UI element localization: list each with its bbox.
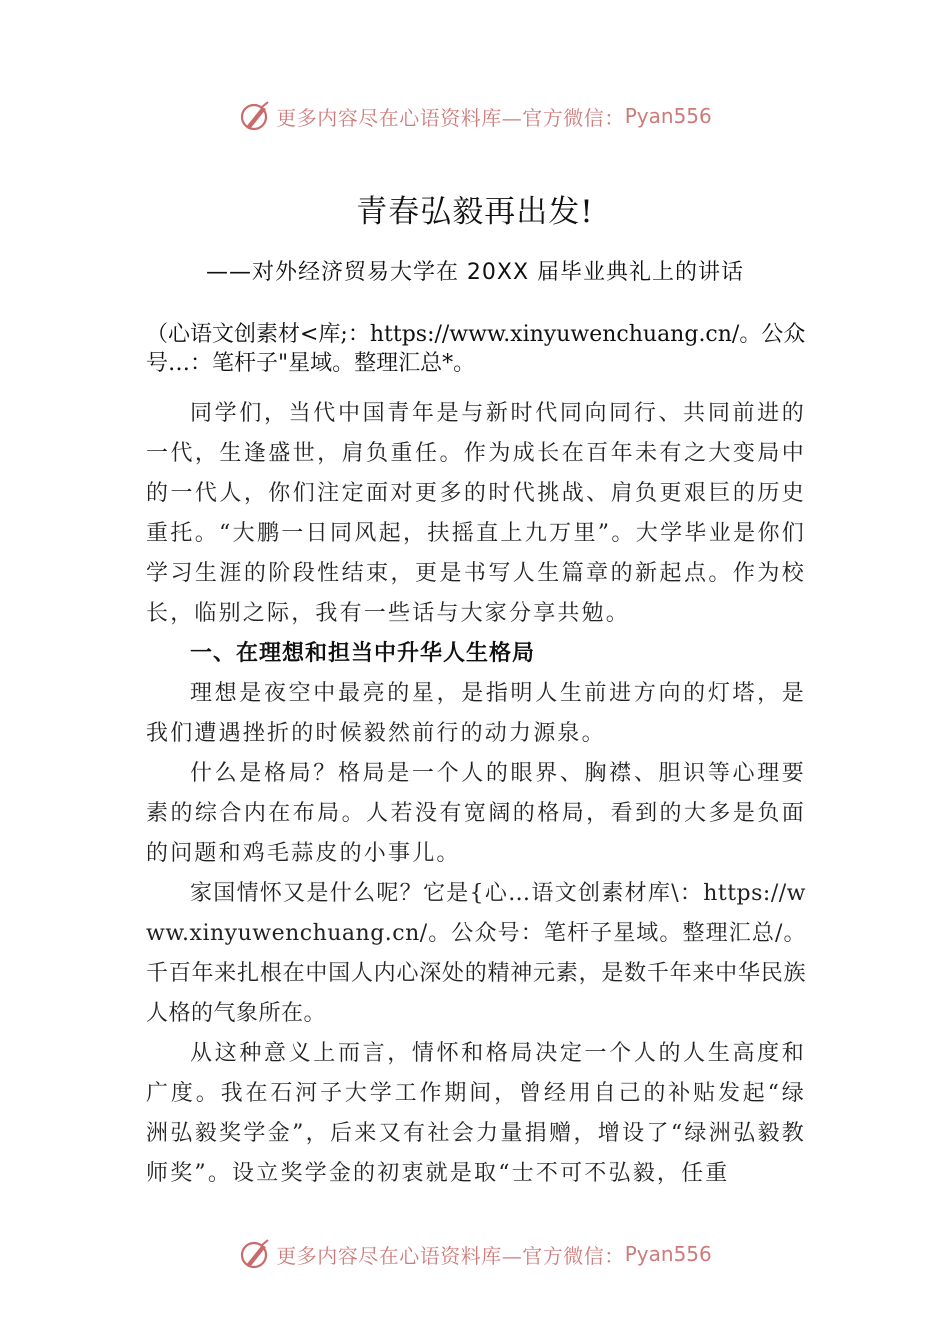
watermark-text: 更多内容尽在心语资料库—官方微信： xyxy=(276,1243,625,1268)
quill-logo-icon xyxy=(238,1237,272,1271)
document-title: 青春弘毅再出发! xyxy=(356,194,594,230)
bottom-watermark xyxy=(0,1234,950,1274)
document-subtitle: ——对外经济贸易大学在 20XX 届毕业典礼上的讲话 xyxy=(205,260,745,285)
intro-paragraph: 同学们，当代中国青年是与新时代同向同行、共同前进的一代，生逢盛世，肩负重任。作为成长在百年未有之大变局中的一代人，你们注定面对更多的时代挑战、肩负更艰巨的历史重托。“大鹏一日同风起，扶摇直上九万里”。大学毕业是你们学习生涯的阶段性结束，更是书写人生篇章的新起点。作为校长，临别之际，我有一些话与大家分享共勉。 xyxy=(146,401,806,626)
watermark-text: 更多内容尽在心语资料库—官方微信： xyxy=(276,105,625,130)
body-paragraph: 从这种意义上而言，情怀和格局决定一个人的人生高度和广度。我在石河子大学工作期间，曾经用自己的补贴发起“绿洲弘毅奖学金”，后来又有社会力量捐赠，增设了“绿洲弘毅教师奖”。设立奖学金的初衷就是取“士不可不弘毅，任重 xyxy=(146,1041,806,1186)
body-paragraph: 什么是格局？格局是一个人的眼界、胸襟、胆识等心理要素的综合内在布局。人若没有宽阔的格局，看到的大多是负面的问题和鸡毛蒜皮的小事儿。 xyxy=(146,761,806,866)
watermark-handle: Pyan556 xyxy=(624,104,712,128)
quill-logo-icon xyxy=(238,99,272,133)
watermark-handle: Pyan556 xyxy=(624,1242,712,1266)
body-paragraph: 家国情怀又是什么呢？它是{心…语文创素材库\：https://www.xinyuwenchuang.cn/。公众号：笔杆子星域。整理汇总/。千百年来扎根在中国人内心深处的精神元素，是数千年来中华民族人格的气象所在。 xyxy=(146,881,806,1026)
section-heading: 一、在理想和担当中升华人生格局 xyxy=(190,641,536,666)
body-paragraph: 理想是夜空中最亮的星，是指明人生前进方向的灯塔，是我们遭遇挫折的时候毅然前行的动力源泉。 xyxy=(146,681,806,746)
source-note: （心语文创素材<库;：https://www.xinyuwenchuang.cn/。公众号…：笔杆子"星域。整理汇总*。 xyxy=(146,322,806,376)
document-body xyxy=(146,394,806,1194)
top-watermark xyxy=(0,96,950,136)
